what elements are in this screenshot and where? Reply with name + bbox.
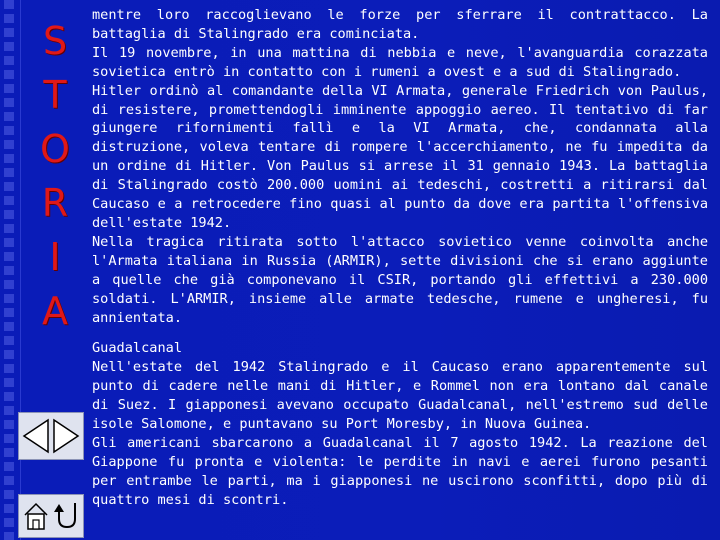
title-letter: S (42, 19, 68, 63)
section-heading: Guadalcanal (92, 340, 183, 357)
nav-home-panel (18, 494, 84, 538)
triangle-left-icon[interactable] (21, 417, 51, 455)
paragraph: Nella tragica ritirata sotto l'attacco sovietico venne coinvolta anche l'Armata italiana in Russia (ARMIR), sette divisioni che si erano aggiunte a quelle che già componevano il CSIR, portando gli effettivi a 230.000 soldati. L'ARMIR, insieme alle armate tedesche, rumene e ungheresi, fu annientata. (92, 233, 708, 326)
title-letter: R (41, 181, 69, 225)
title-letter: A (42, 289, 68, 333)
title-letter: I (49, 235, 61, 279)
nav-arrows-panel (18, 412, 84, 460)
paragraph: Gli americani sbarcarono a Guadalcanal il 7 agosto 1942. La reazione del Giappone fu pronta e violenta: le perdite in navi e aerei furono pesanti per entrambe le parti, ma i giapponesi ne uscirono sconfitti, dopo più di quattro mesi di scontri. (92, 434, 708, 508)
paragraph: Nell'estate del 1942 Stalingrado e il Caucaso erano apparentemente sul punto di cadere nelle mani di Hitler, e Rommel non era lontano dal canale di Suez. I giapponesi avevano occupato Guadalcanal, nell'estremo sud delle isole Salomone, e puntavano su Port Moresby, in Nuova Guinea. (92, 359, 708, 433)
return-arrow-icon[interactable] (53, 499, 81, 533)
body-text (92, 6, 708, 510)
triangle-right-icon[interactable] (51, 417, 81, 455)
paragraph: mentre loro raccoglievano le forze per sferrare il contrattacco. La battaglia di Stalingrado era cominciata. (92, 7, 708, 42)
home-icon[interactable] (23, 501, 49, 531)
title-letter: O (40, 127, 70, 171)
title-letter: T (43, 73, 67, 117)
paragraph: Hitler ordinò al comandante della VI Armata, generale Friedrich von Paulus, di resistere, promettendogli imminente appoggio aereo. Il tentativo di far giungere rifornimenti fallì e la VI Armata, che, condannata alla distruzione, voleva tentare di rompere l'accerchiamento, ne fu impedita da un ordine di Hitler. Von Paulus si arrese il 31 gennaio 1943. La battaglia di Stalingrado costò 200.000 uomini ai tedeschi, costretti a ritirarsi dal Caucaso e a retrocedere fino quasi al punto da dove era partita l'offensiva dell'estate 1942. (92, 82, 708, 231)
section-gap (92, 327, 708, 339)
paragraph: Il 19 novembre, in una mattina di nebbia e neve, l'avanguardia corazzata sovietica entrò in contatto con i rumeni a ovest e a sud di Stalingrado. (92, 44, 708, 80)
vertical-title (30, 14, 80, 338)
